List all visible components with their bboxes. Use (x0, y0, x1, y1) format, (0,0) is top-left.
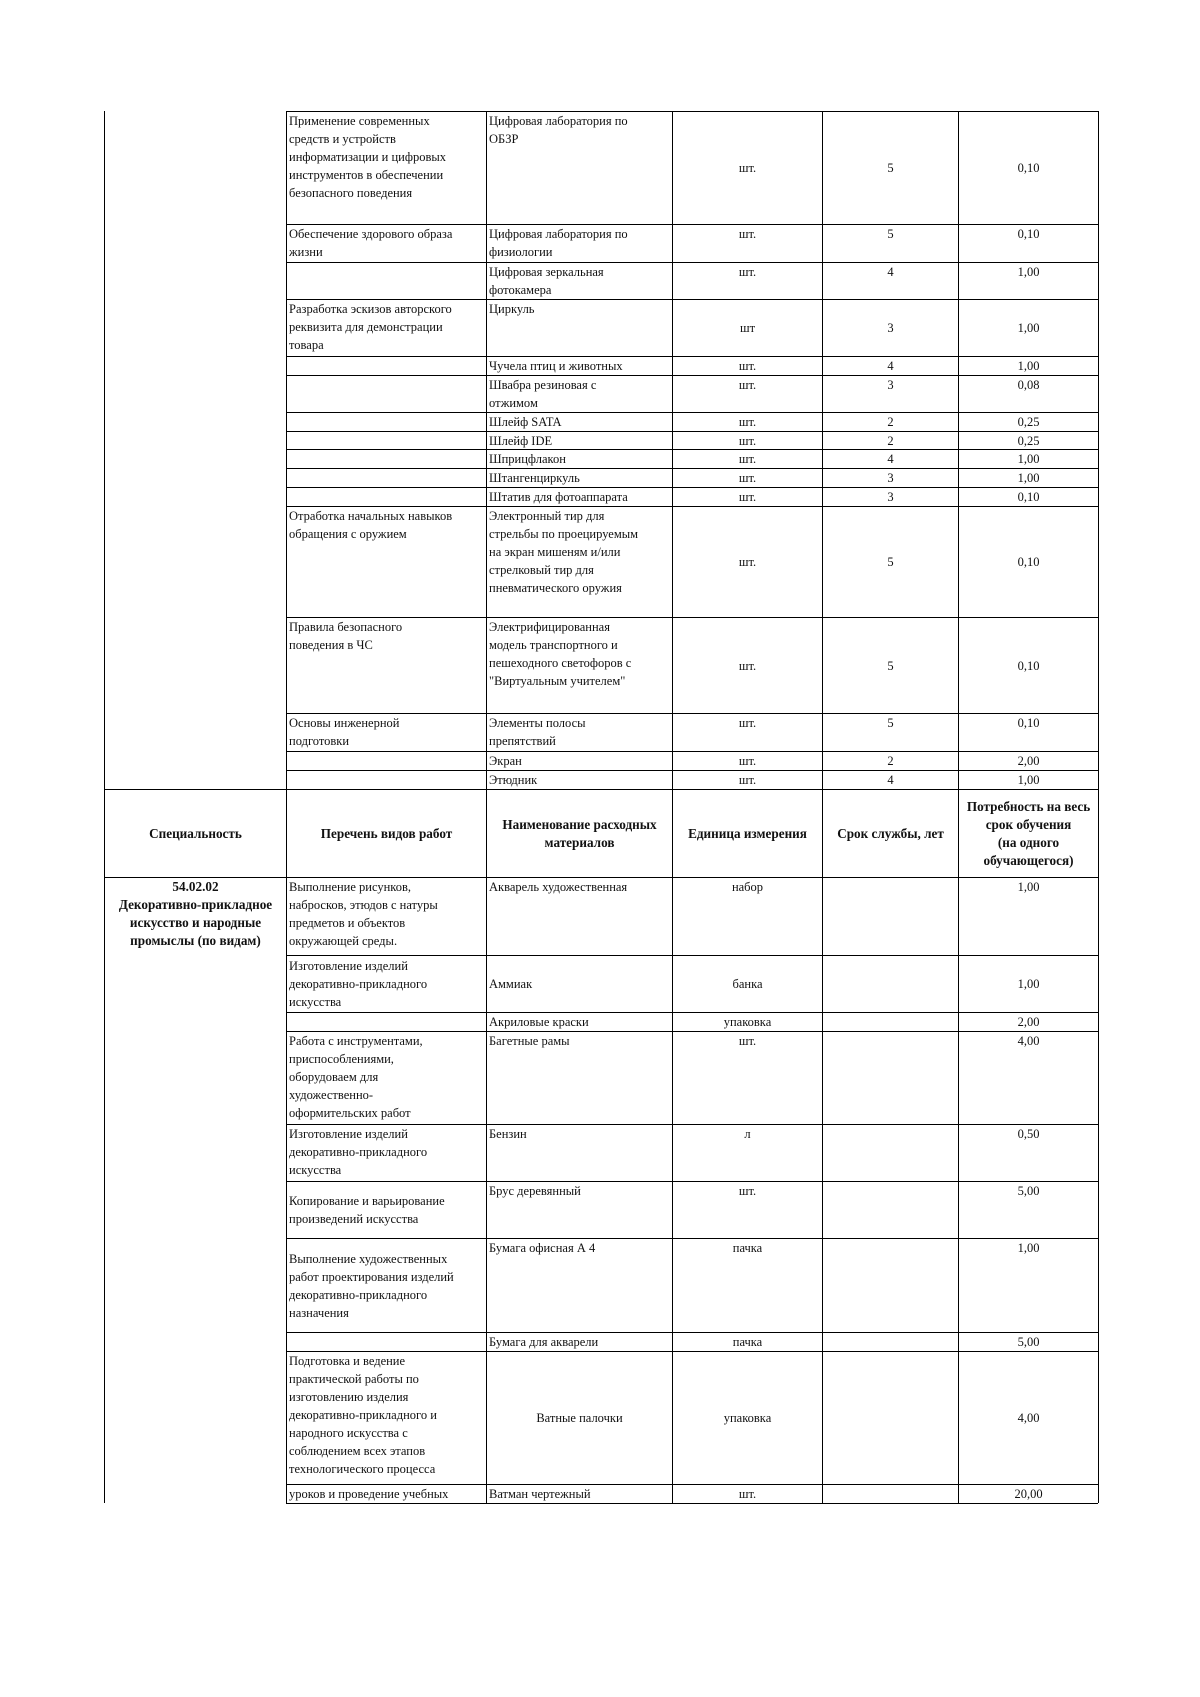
need-cell (961, 432, 1096, 449)
need-cell-text: 2,00 (1017, 1015, 1040, 1029)
material-cell-text: Шлейф IDE (489, 434, 553, 448)
need-cell-text: 1,00 (1017, 359, 1040, 373)
material-cell-text: Электрифицированная модель транспортного и пешеходного светофоров с "Виртуальным учителем" (489, 620, 632, 688)
need-cell-text: 1,00 (1017, 773, 1040, 787)
need-cell (961, 752, 1096, 770)
work-cell (289, 1485, 484, 1503)
unit-cell (675, 450, 820, 468)
unit-cell (675, 1013, 820, 1031)
material-cell (489, 432, 670, 449)
material-cell (489, 1013, 670, 1031)
need-cell-text: 0,10 (1017, 227, 1040, 241)
life-cell-text: 2 (887, 434, 894, 448)
life-cell-text: 3 (887, 321, 894, 335)
material-cell (489, 714, 670, 751)
work-cell (289, 1239, 484, 1332)
life-cell-text: 5 (887, 716, 894, 730)
work-cell (289, 112, 484, 224)
need-cell (961, 618, 1096, 713)
need-cell (961, 450, 1096, 468)
material-cell (489, 225, 670, 262)
material-cell (489, 488, 670, 506)
material-cell (489, 878, 670, 955)
unit-cell-text: шт. (738, 658, 757, 673)
unit-cell (675, 1485, 820, 1503)
material-cell (489, 1182, 670, 1238)
column-border (486, 111, 487, 1503)
material-cell-text: Акварель художественная (489, 880, 628, 894)
material-cell (489, 618, 670, 713)
need-cell-text: 1,00 (1017, 471, 1040, 485)
unit-header (675, 790, 820, 877)
need-cell-text: 0,10 (1017, 555, 1040, 569)
life-cell (825, 618, 956, 713)
life-cell-text: 3 (887, 378, 894, 392)
unit-cell (675, 1032, 820, 1124)
material-cell-text: Элементы полосы препятствий (489, 716, 586, 748)
need-cell (961, 469, 1096, 487)
unit-cell-text: банка (732, 977, 763, 991)
material-cell-text: Шлейф SATA (489, 415, 562, 429)
need-cell (961, 112, 1096, 224)
material-cell (489, 1239, 670, 1332)
unit-cell-text: шт. (738, 716, 757, 730)
work-cell (289, 357, 484, 375)
work-cell (289, 450, 484, 468)
work-cell-text: уроков и проведение учебных (289, 1487, 449, 1501)
work-cell (289, 488, 484, 506)
life-cell (825, 956, 956, 1012)
work-cell-text: Правила безопасного поведения в ЧС (289, 620, 403, 652)
material-cell-text: Циркуль (489, 302, 535, 316)
work-cell (289, 771, 484, 789)
work-cell-text: Изготовление изделий декоративно-прикладного искусства (289, 1127, 428, 1177)
material-cell (489, 752, 670, 770)
life-cell (825, 357, 956, 375)
unit-header-text: Единица измерения (688, 825, 807, 841)
material-cell-text: Экран (489, 754, 522, 768)
need-cell-text: 0,10 (1017, 490, 1040, 504)
material-cell (489, 956, 670, 1012)
unit-cell-text: шт. (738, 1034, 757, 1048)
work-cell-text: Основы инженерной подготовки (289, 716, 400, 748)
work-cell (289, 413, 484, 431)
life-cell (825, 450, 956, 468)
material-cell-text: Швабра резиновая с отжимом (489, 378, 597, 410)
unit-cell (675, 878, 820, 955)
material-cell-text: Штатив для фотоаппарата (489, 490, 628, 504)
need-cell-text: 0,10 (1017, 161, 1040, 175)
need-cell-text: 4,00 (1017, 1034, 1040, 1048)
unit-cell-text: упаковка (723, 1411, 772, 1425)
life-cell (825, 488, 956, 506)
work-cell (289, 507, 484, 617)
work-cell (289, 1125, 484, 1181)
life-cell (825, 1333, 956, 1351)
unit-cell (675, 1239, 820, 1332)
life-cell-text: 5 (887, 227, 894, 241)
need-cell (961, 1013, 1096, 1031)
unit-cell-text: набор (731, 880, 764, 894)
need-cell (961, 488, 1096, 506)
need-cell-text: 5,00 (1017, 1184, 1040, 1198)
work-cell-text: Применение современных средств и устройств информатизации и цифровых инструментов в обеспечении безопасного поведения (289, 114, 447, 200)
need-cell (961, 507, 1096, 617)
specialty-header (107, 790, 284, 877)
work-cell-text: Отработка начальных навыков обращения с оружием (289, 509, 453, 541)
work-cell (289, 1333, 484, 1351)
unit-cell (675, 618, 820, 713)
life-cell (825, 878, 956, 955)
work-cell-text: Работа с инструментами, приспособлениями, оборудоваем для художественно- оформительских работ (289, 1034, 423, 1120)
materials-header (489, 790, 670, 877)
need-cell-text: 1,00 (1017, 977, 1040, 991)
life-cell (825, 1013, 956, 1031)
material-cell (489, 771, 670, 789)
work-cell-text: Обеспечение здорового образа жизни (289, 227, 453, 259)
work-cell (289, 1182, 484, 1238)
need-cell-text: 0,25 (1017, 415, 1040, 429)
material-cell-text: Этюдник (489, 773, 538, 787)
life-cell (825, 1125, 956, 1181)
life-cell (825, 263, 956, 299)
work-cell (289, 1352, 484, 1484)
unit-cell-text: упаковка (723, 1015, 772, 1029)
material-cell (489, 357, 670, 375)
unit-cell-text: шт. (738, 1487, 757, 1501)
column-border (672, 111, 673, 1503)
unit-cell-text: шт. (738, 452, 757, 466)
need-cell (961, 771, 1096, 789)
unit-cell-text: пачка (732, 1335, 763, 1349)
need-header-text: Потребность на весь срок обучения (на одного обучающегося) (966, 798, 1091, 868)
unit-cell-text: шт. (738, 378, 757, 392)
life-cell-text: 3 (887, 490, 894, 504)
specialty-code-text: 54.02.02 Декоративно-прикладное искусство и народные промыслы (по видам) (118, 879, 273, 948)
material-cell-text: Электронный тир для стрельбы по проецируемым на экран мишеням и/или стрелковый тир для пневматического оружия (489, 509, 639, 595)
life-cell (825, 507, 956, 617)
unit-cell (675, 357, 820, 375)
work-cell (289, 714, 484, 751)
unit-cell (675, 714, 820, 751)
unit-cell-text: шт. (738, 415, 757, 429)
need-cell (961, 1182, 1096, 1238)
unit-cell (675, 771, 820, 789)
material-cell (489, 376, 670, 412)
unit-cell (675, 1352, 820, 1484)
unit-cell-text: шт. (738, 434, 757, 448)
life-cell-text: 3 (887, 471, 894, 485)
life-cell-text: 2 (887, 415, 894, 429)
work-cell (289, 376, 484, 412)
need-cell (961, 1352, 1096, 1484)
need-cell (961, 263, 1096, 299)
life-header-text: Срок службы, лет (837, 825, 944, 841)
need-cell-text: 1,00 (1017, 265, 1040, 279)
material-cell (489, 450, 670, 468)
work-cell-text: Разработка эскизов авторского реквизита для демонстрации товара (289, 302, 452, 352)
work-cell (289, 618, 484, 713)
material-cell-text: Акриловые краски (489, 1015, 589, 1029)
need-cell (961, 413, 1096, 431)
unit-cell (675, 376, 820, 412)
work-cell (289, 1013, 484, 1031)
material-cell-text: Ватман чертежный (489, 1487, 591, 1501)
specialty-header-text: Специальность (149, 825, 242, 841)
material-cell-text: Шприцфлакон (489, 452, 566, 466)
material-cell-text: Цифровая лаборатория по физиологии (489, 227, 628, 259)
works-header (289, 790, 484, 877)
material-cell-text: Багетные рамы (489, 1034, 570, 1048)
unit-cell-text: шт. (738, 490, 757, 504)
unit-cell (675, 263, 820, 299)
unit-cell (675, 1182, 820, 1238)
work-cell (289, 300, 484, 356)
work-cell (289, 432, 484, 449)
material-cell (489, 469, 670, 487)
life-header (825, 790, 956, 877)
need-cell (961, 357, 1096, 375)
unit-cell-text: шт. (738, 471, 757, 485)
column-border (822, 111, 823, 1503)
need-cell-text: 5,00 (1017, 1335, 1040, 1349)
unit-cell (675, 225, 820, 262)
work-cell-text: Изготовление изделий декоративно-прикладного искусства (289, 959, 428, 1009)
outer-left-border (104, 111, 105, 1503)
work-cell-text: Выполнение художественных работ проектирования изделий декоративно-прикладного назначения (289, 1251, 454, 1320)
unit-cell-text: шт. (738, 754, 757, 768)
unit-cell-text: шт (739, 321, 756, 335)
works-header-text: Перечень видов работ (320, 825, 453, 841)
need-cell (961, 300, 1096, 356)
need-cell-text: 4,00 (1017, 1411, 1040, 1425)
column-border (1098, 111, 1099, 1503)
life-cell (825, 469, 956, 487)
life-cell (825, 413, 956, 431)
work-cell-text: Подготовка и ведение практической работы по изготовлению изделия декоративно-прикладного и народного искусства с соблюдением всех этапов технологического процесса (289, 1354, 437, 1476)
unit-cell-text: шт. (738, 1184, 757, 1198)
unit-cell (675, 956, 820, 1012)
life-cell (825, 1485, 956, 1503)
material-cell-text: Бумага офисная А 4 (489, 1241, 596, 1255)
column-border (958, 111, 959, 1503)
unit-cell-text: шт. (738, 773, 757, 787)
unit-cell (675, 1125, 820, 1181)
unit-cell (675, 300, 820, 356)
work-cell (289, 263, 484, 299)
material-cell-text: Чучела птиц и животных (489, 359, 623, 373)
unit-cell (675, 112, 820, 224)
material-cell (489, 263, 670, 299)
life-cell (825, 1239, 956, 1332)
material-cell-text: Ватные палочки (536, 1411, 623, 1425)
unit-cell (675, 413, 820, 431)
material-cell (489, 1032, 670, 1124)
life-cell (825, 112, 956, 224)
material-cell-text: Брус деревянный (489, 1184, 581, 1198)
material-cell-text: Аммиак (489, 977, 533, 991)
need-cell (961, 1125, 1096, 1181)
need-cell-text: 0,50 (1017, 1127, 1040, 1141)
work-cell-text: Выполнение рисунков, набросков, этюдов с натуры предметов и объектов окружающей среды. (289, 880, 438, 948)
column-border (286, 111, 287, 1503)
unit-cell-text: пачка (732, 1241, 763, 1255)
life-cell-text: 5 (887, 658, 894, 673)
life-cell-text: 4 (887, 773, 894, 787)
need-cell (961, 225, 1096, 262)
life-cell (825, 225, 956, 262)
need-cell (961, 1032, 1096, 1124)
material-cell-text: Цифровая зеркальная фотокамера (489, 265, 604, 297)
need-cell-text: 0,08 (1017, 378, 1040, 392)
need-cell-text: 2,00 (1017, 754, 1040, 768)
need-cell-text: 0,25 (1017, 434, 1040, 448)
material-cell-text: Цифровая лаборатория по ОБЗР (489, 114, 628, 146)
need-cell-text: 0,10 (1017, 716, 1040, 730)
material-cell (489, 507, 670, 617)
material-cell-text: Бензин (489, 1127, 527, 1141)
life-cell (825, 1352, 956, 1484)
need-cell (961, 714, 1096, 751)
unit-cell (675, 752, 820, 770)
materials-header-text: Наименование расходных материалов (502, 816, 657, 850)
work-cell (289, 1032, 484, 1124)
life-cell (825, 300, 956, 356)
unit-cell (675, 469, 820, 487)
life-cell (825, 1182, 956, 1238)
work-cell (289, 225, 484, 262)
unit-cell (675, 1333, 820, 1351)
life-cell-text: 4 (887, 265, 894, 279)
need-cell (961, 956, 1096, 1012)
unit-cell-text: шт. (738, 161, 757, 175)
material-cell (489, 413, 670, 431)
material-cell (489, 300, 670, 356)
work-cell (289, 469, 484, 487)
material-cell (489, 1333, 670, 1351)
need-header (961, 790, 1096, 877)
specialty-code (107, 878, 284, 957)
row-border (286, 1503, 1098, 1504)
unit-cell-text: шт. (738, 555, 757, 569)
unit-cell (675, 432, 820, 449)
material-cell-text: Штангенциркуль (489, 471, 580, 485)
unit-cell-text: шт. (738, 227, 757, 241)
life-cell (825, 771, 956, 789)
unit-cell-text: л (744, 1127, 751, 1141)
unit-cell-text: шт. (738, 265, 757, 279)
need-cell (961, 1333, 1096, 1351)
need-cell-text: 0,10 (1017, 658, 1040, 673)
material-cell-text: Бумага для акварели (489, 1335, 599, 1349)
life-cell (825, 432, 956, 449)
work-cell (289, 956, 484, 1012)
life-cell-text: 2 (887, 754, 894, 768)
need-cell-text: 1,00 (1017, 1241, 1040, 1255)
life-cell-text: 5 (887, 555, 894, 569)
need-cell-text: 1,00 (1017, 452, 1040, 466)
life-cell (825, 376, 956, 412)
unit-cell (675, 507, 820, 617)
life-cell-text: 4 (887, 359, 894, 373)
life-cell-text: 5 (887, 161, 894, 175)
need-cell-text: 1,00 (1017, 321, 1040, 335)
unit-cell-text: шт. (738, 359, 757, 373)
life-cell (825, 1032, 956, 1124)
unit-cell (675, 488, 820, 506)
material-cell (489, 1125, 670, 1181)
work-cell (289, 878, 484, 955)
work-cell-text: Копирование и варьирование произведений искусства (289, 1194, 445, 1226)
work-cell (289, 752, 484, 770)
need-cell-text: 20,00 (1014, 1487, 1043, 1501)
life-cell (825, 714, 956, 751)
need-cell (961, 1239, 1096, 1332)
need-cell (961, 878, 1096, 955)
life-cell (825, 752, 956, 770)
life-cell-text: 4 (887, 452, 894, 466)
material-cell (489, 1485, 670, 1503)
material-cell (489, 1352, 670, 1484)
need-cell (961, 376, 1096, 412)
material-cell (489, 112, 670, 224)
need-cell (961, 1485, 1096, 1503)
need-cell-text: 1,00 (1017, 880, 1040, 894)
